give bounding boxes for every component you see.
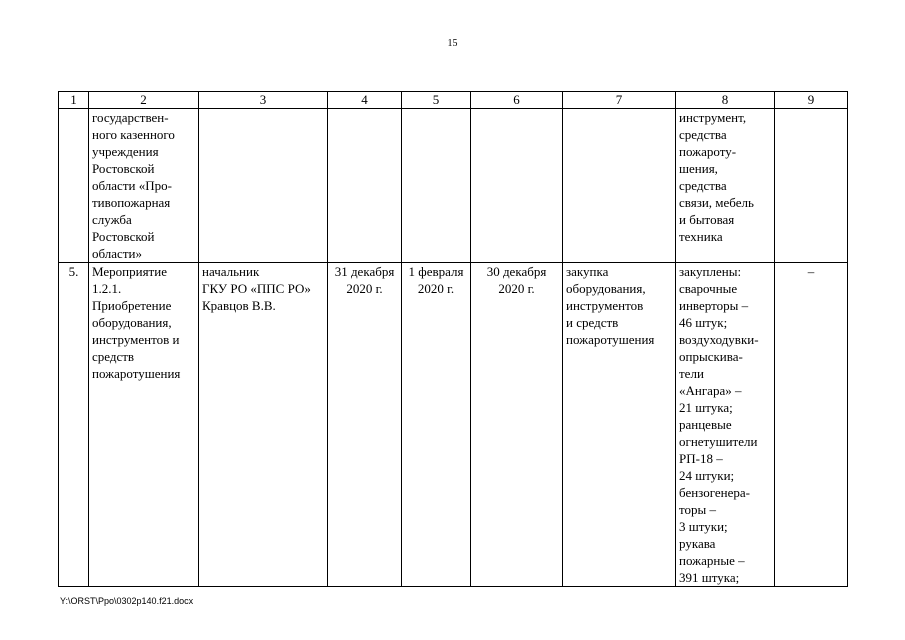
cell-note [775,109,848,263]
column-header: 5 [402,92,471,109]
cell-number [59,109,89,263]
cell-line: служба [92,212,132,227]
table-row [59,263,848,587]
cell-line: техника [679,229,723,244]
cell-line: 30 декабря [486,264,547,279]
cell-line: шения, [679,161,718,176]
cell-event [89,263,199,587]
column-header: 6 [471,92,563,109]
cell-line: 31 декабря [334,264,395,279]
cell-line: инструментов и [92,332,180,347]
column-header: 2 [89,92,199,109]
table-row-continuation [59,109,848,263]
cell-line: ного казенного [92,127,175,142]
cell-responsible [199,263,328,587]
column-header: 4 [328,92,402,109]
cell-line: Мероприятие [92,264,167,279]
cell-line: пожарные – [679,553,745,568]
cell-line: рукава [679,536,716,551]
cell-line: средства [679,127,727,142]
cell-start-date [328,263,402,587]
cell-line: ранцевые [679,417,732,432]
cell-line: 3 штуки; [679,519,728,534]
cell-line: области «Про- [92,178,172,193]
cell-line: пожаротушения [566,332,655,347]
cell-line: инструментов [566,298,644,313]
cell-line: 2020 г. [498,281,535,296]
column-number-row [59,92,848,109]
cell-line: пожароту- [679,144,737,159]
cell-line: «Ангара» – [679,383,742,398]
cell-line: средства [679,178,727,193]
cell-line: 46 штук; [679,315,728,330]
cell-deadline [471,263,563,587]
cell-line: области» [92,246,142,261]
page-number: 15 [447,38,458,49]
cell-responsible [199,109,328,263]
file-path-footer: Y:\ORST\Ppo\0302p140.f21.docx [60,596,194,606]
cell-line: 391 штука; [679,570,740,585]
cell-line: и средств [566,315,619,330]
cell-line: РП-18 – [679,451,723,466]
cell-line: Приобретение [92,298,172,313]
cell-actual-result [676,109,775,263]
column-header: 3 [199,92,328,109]
cell-line: огнетушители [679,434,758,449]
cell-start-date [328,109,402,263]
cell-line: 24 штуки; [679,468,735,483]
column-header: 8 [676,92,775,109]
cell-line: тивопожарная [92,195,171,210]
cell-note: – [775,263,848,587]
cell-line: воздуходувки- [679,332,759,347]
cell-end-date [402,263,471,587]
cell-line: Ростовской [92,229,155,244]
cell-line: Ростовской [92,161,155,176]
cell-expected-result [563,263,676,587]
cell-line: бензогенера- [679,485,750,500]
cell-expected-result [563,109,676,263]
cell-number: 5. [59,263,89,587]
cell-line: средств [92,349,135,364]
cell-line: 2020 г. [417,281,455,296]
cell-line: Кравцов В.В. [202,298,276,313]
cell-line: учреждения [92,144,159,159]
cell-line: пожаротушения [92,366,181,381]
cell-event [89,109,199,263]
cell-line: 1 февраля [408,264,464,279]
cell-end-date [402,109,471,263]
cell-line: сварочные [679,281,738,296]
cell-line: оборудования, [566,281,646,296]
cell-line: 1.2.1. [92,281,122,296]
cell-line: и бытовая [679,212,735,227]
cell-line: ГКУ РО «ППС РО» [202,281,311,296]
cell-actual-result [676,263,775,587]
column-header: 9 [775,92,848,109]
cell-line: опрыскива- [679,349,743,364]
column-header: 7 [563,92,676,109]
column-header: 1 [59,92,89,109]
cell-line: закупка [566,264,609,279]
cell-line: инверторы – [679,298,749,313]
cell-line: 2020 г. [346,281,383,296]
cell-deadline [471,109,563,263]
cell-line: связи, мебель [679,195,754,210]
cell-line: торы – [679,502,716,517]
cell-line: начальник [202,264,260,279]
plan-table [58,91,848,587]
cell-line: тели [679,366,704,381]
cell-line: 21 штука; [679,400,733,415]
cell-line: государствен- [92,110,169,125]
cell-line: инструмент, [679,110,747,125]
cell-line: оборудования, [92,315,172,330]
cell-line: закуплены: [679,264,742,279]
